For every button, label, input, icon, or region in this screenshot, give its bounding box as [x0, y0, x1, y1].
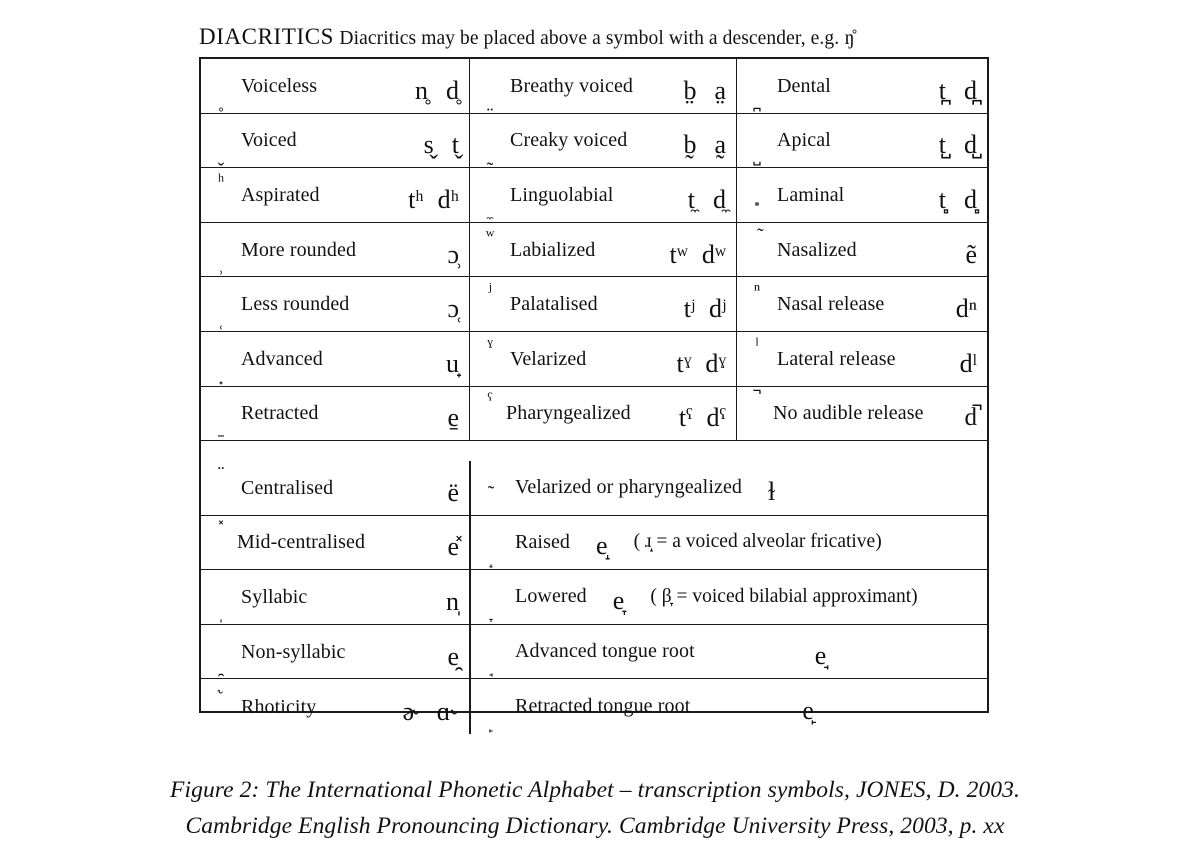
diacritic-label-pharyngealized: Pharyngealized [506, 402, 631, 425]
diacritic-label-no-audible-release: No audible release [773, 402, 924, 425]
diacritic-mark-nasal-release: ⁿ [753, 279, 761, 302]
diacritic-label-retracted-tongue-root: Retracted tongue root [515, 695, 691, 718]
table-row [471, 625, 989, 680]
diacritic-mark-raised [477, 547, 505, 567]
symbol: n̩ [446, 586, 459, 616]
diacritic-mark-lowered [477, 602, 505, 622]
figure-caption [0, 772, 1190, 844]
diacritic-label-retracted: Retracted [241, 402, 319, 425]
symbol: b̤ [683, 75, 697, 105]
table-row [201, 516, 470, 571]
diacritic-symbol-velarized-or-pharyngealized: ɫ [768, 476, 776, 506]
diacritic-mark-laminal [743, 185, 771, 205]
diacritic-symbols-laminal [939, 185, 987, 215]
symbol: d̥ [446, 75, 459, 105]
diacritic-symbols-retracted [447, 403, 469, 433]
diacritic-label-velarized-or-pharyngealized: Velarized or pharyngealized [515, 476, 743, 499]
diacritic-mark-apical [743, 145, 771, 165]
diacritic-label-more-rounded: More rounded [241, 238, 357, 261]
table-row [201, 114, 987, 169]
diacritic-label-labialized: Labialized [510, 238, 596, 261]
diacritic-mark-mid-centralised [207, 519, 235, 539]
symbol: t̺ [938, 130, 946, 160]
table-row [471, 679, 989, 734]
diacritic-label-advanced: Advanced [241, 347, 323, 370]
diacritic-mark-non-syllabic [207, 656, 235, 676]
diacritic-mark-centralised [207, 464, 235, 484]
diacritic-label-laminal: Laminal [777, 183, 845, 206]
diacritic-symbols-nasal-release [956, 294, 987, 324]
symbol: d̻ [964, 184, 977, 214]
diacritic-cell-nasalized [737, 223, 987, 277]
table-row [201, 461, 470, 516]
symbol: e̽ [447, 532, 459, 562]
diacritic-label-lowered: Lowered [515, 585, 587, 608]
diacritic-symbols-creaky-voiced [683, 130, 736, 160]
table-row [201, 223, 987, 278]
diacritic-mark-velarized-or-pharyngealized [477, 478, 505, 498]
diacritic-mark-velarized: ˠ [487, 333, 493, 356]
table-row [201, 679, 470, 734]
table-row [201, 277, 987, 332]
diacritic-symbol-lowered: e̞ [612, 585, 625, 615]
diacritic-symbols-centralised [447, 478, 469, 508]
diacritic-cell-creaky-voiced [470, 114, 737, 168]
symbol: tˤ [678, 403, 693, 433]
diacritic-label-mid-centralised: Mid-centralised [237, 531, 366, 554]
diacritic-symbols-pharyngealized [679, 403, 736, 433]
diacritic-symbols-voiced [424, 130, 469, 160]
symbol: tʰ [408, 184, 424, 214]
diacritic-symbols-rhoticity [402, 697, 469, 727]
symbol: tˠ [676, 348, 692, 378]
diacritic-cell-more-rounded [201, 223, 470, 277]
diacritic-cell-no-audible-release [737, 387, 987, 441]
diacritic-cell-apical [737, 114, 987, 168]
diacritic-cell-retracted [201, 387, 470, 441]
diacritic-symbols-dental [939, 76, 987, 106]
diacritic-label-palatalised: Palatalised [510, 293, 598, 316]
diacritic-cell-centralised [201, 461, 470, 515]
diacritic-cell-lateral-release [737, 332, 987, 386]
diacritics-title: DIACRITICS [199, 24, 335, 49]
diacritic-cell-non-syllabic [201, 625, 470, 679]
symbol: dˠ [705, 348, 726, 378]
diacritic-label-syllabic: Syllabic [241, 585, 308, 608]
diacritic-mark-nasalized [743, 226, 771, 246]
diacritic-mark-voiced [207, 145, 235, 165]
table-row [201, 570, 470, 625]
diacritic-symbols-labialized [670, 240, 737, 270]
diacritic-label-raised: Raised [515, 530, 571, 553]
diacritic-symbols-nasalized [965, 240, 987, 270]
diacritic-mark-creaky-voiced [476, 145, 504, 165]
symbol: u̟ [446, 348, 459, 378]
symbol: a̰ [714, 130, 726, 160]
diacritic-mark-retracted [207, 418, 235, 438]
diacritics-note: Diacritics may be placed above a symbol with a descender, e.g. [339, 28, 840, 49]
symbol: dˡ [959, 348, 977, 378]
diacritics-grid-bottom [201, 461, 987, 726]
diacritic-label-breathy-voiced: Breathy voiced [510, 74, 634, 97]
diacritic-mark-labialized: ʷ [485, 224, 495, 247]
diacritic-label-voiced: Voiced [241, 129, 297, 152]
diacritic-cell-aspirated [201, 168, 470, 222]
diacritic-label-advanced-tongue-root: Advanced tongue root [515, 640, 695, 663]
symbol: t̼ [687, 184, 695, 214]
diacritic-mark-dental [743, 91, 771, 111]
table-row [201, 168, 987, 223]
diacritic-cell-advanced [201, 332, 470, 386]
symbol: dʲ [708, 294, 726, 324]
diacritic-cell-linguolabial [470, 168, 737, 222]
symbol: dⁿ [955, 294, 977, 324]
diacritic-mark-pharyngealized: ˤ [487, 388, 493, 411]
diacritic-label-aspirated: Aspirated [241, 183, 320, 206]
symbol: ɑ˞ [436, 696, 459, 726]
symbol: t̻ [938, 184, 946, 214]
diacritic-symbols-advanced [446, 349, 469, 379]
diacritic-mark-no-audible-release [743, 390, 771, 410]
diacritic-symbol-raised: e̝ [596, 531, 608, 561]
diacritic-label-linguolabial: Linguolabial [510, 183, 614, 206]
diacritics-header [199, 24, 999, 52]
symbol: tʷ [669, 239, 688, 269]
diacritics-left-column-continued [201, 461, 470, 734]
symbol: e̯ [447, 641, 459, 671]
diacritic-symbols-linguolabial [688, 185, 736, 215]
symbol: a̤ [714, 75, 726, 105]
diacritic-label-non-syllabic: Non-syllabic [241, 640, 346, 663]
diacritic-label-less-rounded: Less rounded [241, 293, 350, 316]
symbol: d̼ [713, 184, 726, 214]
diacritic-symbols-breathy-voiced [683, 76, 736, 106]
diacritic-note-raised: ( ɹ̝ = a voiced alveolar fricative) [633, 531, 882, 553]
symbol: dʷ [701, 239, 726, 269]
diacritics-grid-top [201, 59, 987, 441]
symbol: ẽ [965, 239, 977, 269]
symbol: s̬ [423, 130, 434, 160]
diacritic-label-dental: Dental [777, 74, 831, 97]
diacritic-label-nasalized: Nasalized [777, 238, 857, 261]
diacritic-label-creaky-voiced: Creaky voiced [510, 129, 628, 152]
table-row [471, 516, 989, 571]
diacritic-mark-breathy-voiced [476, 91, 504, 111]
diacritic-symbol-retracted-tongue-root: e̙ [802, 695, 814, 725]
table-row [201, 625, 470, 680]
diacritic-mark-more-rounded [207, 254, 235, 274]
diacritic-cell-rhoticity [201, 679, 470, 734]
diacritic-label-centralised: Centralised [241, 476, 334, 499]
diacritic-symbols-voiceless [415, 76, 469, 106]
diacritics-table [199, 57, 989, 726]
diacritic-cell-syllabic [201, 570, 470, 624]
diacritic-cell-voiced [201, 114, 470, 168]
symbol: ɔ̜ [447, 294, 459, 324]
diacritic-symbols-non-syllabic [447, 642, 469, 672]
diacritic-symbols-more-rounded [447, 240, 469, 270]
table-row [471, 570, 989, 625]
diacritic-cell-voiceless [201, 59, 470, 113]
symbol: e̠ [447, 403, 459, 433]
table-row [201, 59, 987, 114]
symbol: ɔ̹ [447, 239, 459, 269]
diacritic-cell-velarized [470, 332, 737, 386]
symbol: dʰ [437, 184, 459, 214]
figure-caption-line-2: Cambridge English Pronouncing Dictionary. Cambridge University Press, 2003, p. xx [185, 813, 1005, 839]
diacritic-symbol-advanced-tongue-root: e̘ [814, 640, 827, 670]
diacritic-symbols-mid-centralised [447, 532, 469, 562]
symbol: d̪ [964, 75, 977, 105]
symbol: d̺ [964, 130, 977, 160]
diacritic-symbols-lateral-release [960, 349, 987, 379]
diacritic-mark-aspirated: ʰ [217, 170, 225, 193]
symbol: d̚ [964, 404, 977, 432]
diacritic-mark-advanced [207, 364, 235, 384]
diacritic-symbols-apical [939, 130, 987, 160]
diacritic-mark-voiceless [207, 91, 235, 111]
diacritic-mark-palatalised: ʲ [488, 279, 492, 302]
table-row [201, 332, 987, 387]
diacritic-label-velarized: Velarized [510, 347, 587, 370]
diacritic-label-voiceless: Voiceless [241, 74, 318, 97]
diacritic-mark-lateral-release: ˡ [755, 333, 759, 356]
diacritic-cell-nasal-release [737, 277, 987, 331]
symbol: ë [447, 477, 459, 507]
diacritic-cell-laminal [737, 168, 987, 222]
symbol: t̪ [938, 75, 946, 105]
diacritic-cell-breathy-voiced [470, 59, 737, 113]
diacritic-cell-pharyngealized [470, 387, 737, 441]
diacritic-symbols-velarized [677, 349, 736, 379]
table-row [471, 461, 989, 516]
diacritic-mark-advanced-tongue-root [477, 656, 505, 676]
figure-caption-line-1: Figure 2: The International Phonetic Alphabet – transcription symbols, JONES, D. 2003. [170, 777, 1020, 803]
diacritic-symbols-no-audible-release [965, 403, 988, 433]
symbol: dˤ [706, 403, 726, 433]
diacritics-example-symbol: ŋ̊ [844, 27, 855, 49]
diacritic-cell-dental [737, 59, 987, 113]
symbol: n̥ [415, 75, 428, 105]
symbol: b̰ [683, 130, 697, 160]
diacritics-wide-rows [470, 461, 989, 734]
diacritic-cell-labialized [470, 223, 737, 277]
diacritic-note-lowered: ( β̞ = voiced bilabial approximant) [650, 585, 918, 607]
diacritic-label-lateral-release: Lateral release [777, 347, 896, 370]
symbol: ɚ [402, 696, 419, 726]
diacritic-symbols-less-rounded [447, 294, 469, 324]
diacritic-cell-less-rounded [201, 277, 470, 331]
diacritic-symbols-aspirated [408, 185, 469, 215]
diacritic-mark-rhoticity: ˞ [217, 681, 225, 704]
diacritic-cell-palatalised [470, 277, 737, 331]
table-row [201, 387, 987, 442]
diacritic-mark-linguolabial [476, 200, 504, 220]
diacritic-mark-retracted-tongue-root [477, 712, 505, 732]
symbol: tʲ [683, 294, 695, 324]
diacritic-symbols-syllabic [446, 587, 469, 617]
diacritic-mark-syllabic [207, 602, 235, 622]
diacritic-symbols-palatalised [684, 294, 736, 324]
diacritic-label-rhoticity: Rhoticity [241, 695, 317, 718]
symbol: t̬ [451, 130, 459, 160]
diacritic-cell-mid-centralised [201, 516, 470, 570]
diacritic-mark-less-rounded [207, 309, 235, 329]
diacritic-label-nasal-release: Nasal release [777, 293, 885, 316]
diacritic-label-apical: Apical [777, 129, 831, 152]
